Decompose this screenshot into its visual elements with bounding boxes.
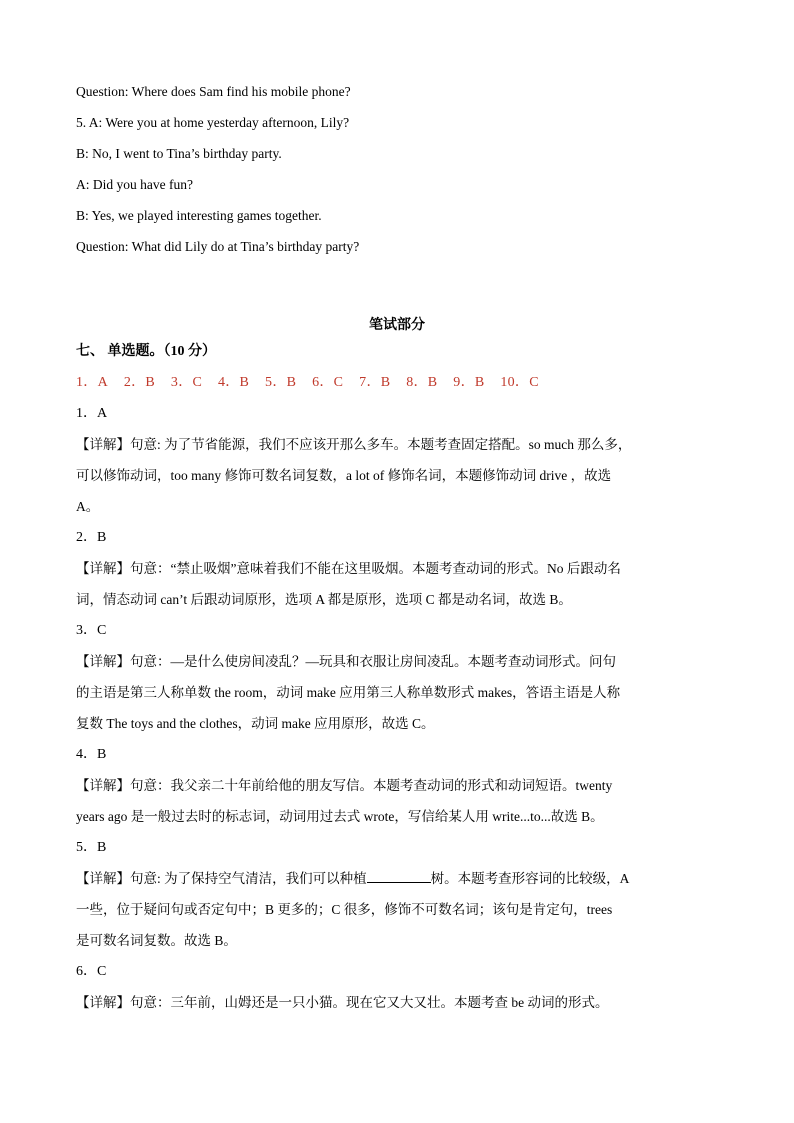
q5-question: Question: What did Lily do at Tina’s birthday party? [76, 239, 360, 254]
fill-in-blank [367, 870, 431, 883]
explanation-2-line-2: 词，情态动词 can’t 后跟动词原形，选项 A 都是原形，选项 C 都是动名词，故选 B。 [76, 592, 572, 607]
explanation-5-line-2: 一些，位于疑问句或否定句中；B 更多的；C 很多，修饰不可数名词；该句是肯定句，trees [76, 902, 613, 917]
written-section-title: 笔试部分 [369, 318, 425, 333]
explanation-5-line-1-start: 【详解】句意: 为了保持空气清洁，我们可以种植 [76, 871, 367, 886]
answer-item: 5．B [265, 375, 297, 390]
q5-dialogue-b1: B: No, I went to Tina’s birthday party. [76, 146, 282, 161]
explanation-3-line-3: 复数 The toys and the clothes，动词 make 应用原形，故选 C。 [76, 716, 435, 731]
explanation-2-line-1: 【详解】句意：“禁止吸烟”意味着我们不能在这里吸烟。本题考查动词的形式。No 后跟动名 [76, 561, 621, 576]
explanation-3-line-2: 的主语是第三人称单数 the room，动词 make 应用第三人称单数形式 makes，答语主语是人称 [76, 685, 621, 700]
answer-item: 6．C [312, 375, 344, 390]
answer-item: 9．B [453, 375, 485, 390]
explanation-number-4: 4．B [76, 747, 107, 762]
answer-item: 1．A [76, 375, 109, 390]
explanation-number-5: 5．B [76, 840, 107, 855]
section-seven-heading: 七、 单选题。（10 分） [76, 344, 216, 359]
explanation-4-line-2: years ago 是一般过去时的标志词，动词用过去式 wrote，写信给某人用 write...to...故选 B。 [76, 809, 604, 824]
explanation-number-1: 1．A [76, 406, 108, 421]
q5-dialogue-a1: 5. A: Were you at home yesterday afternoon, Lily? [76, 115, 350, 130]
q5-dialogue-b2: B: Yes, we played interesting games together. [76, 208, 322, 223]
answer-key [76, 373, 551, 393]
explanation-number-3: 3．C [76, 623, 107, 638]
explanation-6-line-1: 【详解】句意：三年前，山姆还是一只小猫。现在它又大又壮。本题考查 be 动词的形式。 [76, 995, 609, 1010]
explanation-4-line-1: 【详解】句意：我父亲二十年前给他的朋友写信。本题考查动词的形式和动词短语。twenty [76, 778, 613, 793]
q5-dialogue-a2: A: Did you have fun? [76, 177, 193, 192]
answer-item: 3．C [170, 375, 203, 390]
explanation-1-line-2: 可以修饰动词，too many 修饰可数名词复数，a lot of 修饰名词，本题修饰动词 drive ，故选 [76, 468, 612, 483]
answer-item: 2．B [123, 375, 156, 390]
explanation-5-line-1 [76, 869, 718, 889]
explanation-5-line-3: 是可数名词复数。故选 B。 [76, 933, 237, 948]
explanation-1-line-1: 【详解】句意: 为了节省能源，我们不应该开那么多车。本题考查固定搭配。so much 那么多， [76, 437, 632, 452]
answer-item: 8．B [406, 375, 438, 390]
explanation-5-line-1-end: 树。本题考查形容词的比较级，A [430, 871, 630, 886]
explanation-number-6: 6．C [76, 964, 107, 979]
q4-question: Question: Where does Sam find his mobile phone? [76, 84, 351, 99]
answer-item: 4．B [217, 375, 250, 390]
explanation-number-2: 2．B [76, 530, 107, 545]
explanation-1-line-3: A。 [76, 499, 100, 514]
answer-item: 7．B [359, 375, 391, 390]
answer-item: 10．C [500, 375, 539, 390]
explanation-3-line-1: 【详解】句意：—是什么使房间凌乱？—玩具和衣服让房间凌乱。本题考查动词形式。问句 [76, 654, 616, 669]
